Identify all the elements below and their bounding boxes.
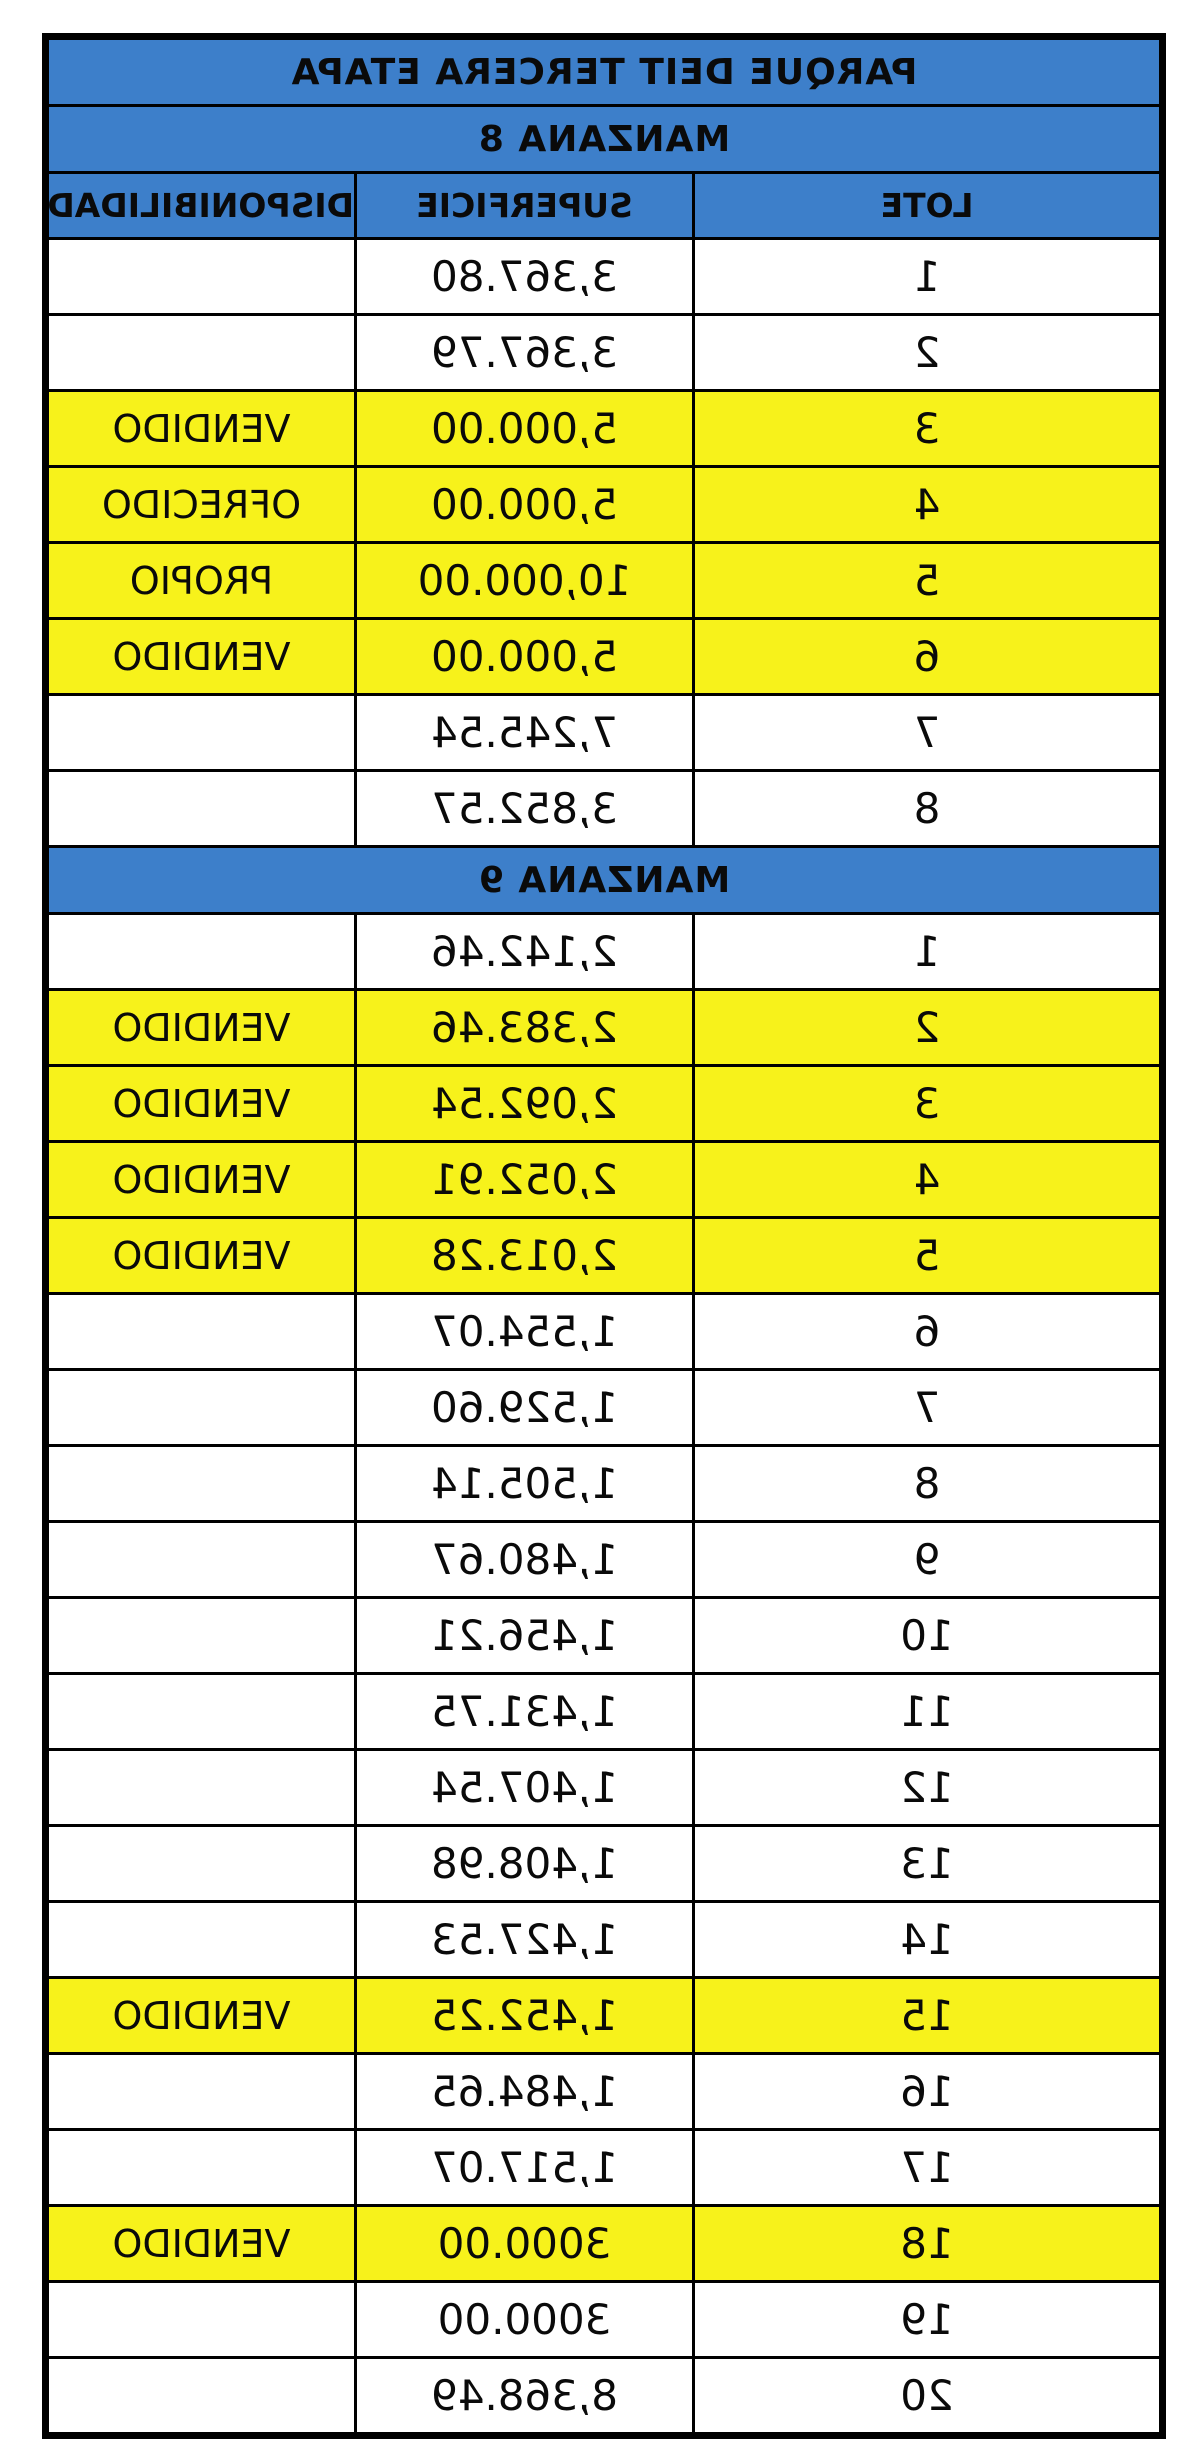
surface-cell: 1,554.07 [356, 1294, 694, 1370]
availability-cell: OFRECIDO [48, 467, 356, 543]
page-title: PARQUE DEIT TERCERA ETAPA [48, 39, 1161, 106]
lot-number-cell: 20 [694, 2358, 1161, 2434]
availability-cell: VENDIDO [48, 1066, 356, 1142]
availability-cell [48, 1294, 356, 1370]
availability-cell [48, 1522, 356, 1598]
lot-number-cell: 7 [694, 695, 1161, 771]
column-header-lote: LOTE [694, 173, 1161, 239]
table-row [48, 990, 1161, 1066]
availability-cell [48, 1446, 356, 1522]
table-row [48, 1902, 1161, 1978]
lot-number-cell: 12 [694, 1750, 1161, 1826]
table-row [48, 391, 1161, 467]
lot-number-cell: 2 [694, 990, 1161, 1066]
lot-number-cell: 8 [694, 1446, 1161, 1522]
availability-cell [48, 1370, 356, 1446]
lot-number-cell: 3 [694, 1066, 1161, 1142]
availability-cell [48, 2358, 356, 2434]
table-row [48, 2130, 1161, 2206]
table-row [48, 1826, 1161, 1902]
availability-cell: PROPIO [48, 543, 356, 619]
section-header-row [48, 847, 1161, 914]
table-row [48, 2054, 1161, 2130]
lot-number-cell: 1 [694, 239, 1161, 315]
table-row [48, 467, 1161, 543]
lot-number-cell: 1 [694, 914, 1161, 990]
availability-cell [48, 771, 356, 847]
column-header-superficie: SUPERFICIE [356, 173, 694, 239]
surface-cell: 1,431.75 [356, 1674, 694, 1750]
surface-cell: 8,368.49 [356, 2358, 694, 2434]
lot-number-cell: 3 [694, 391, 1161, 467]
lot-number-cell: 13 [694, 1826, 1161, 1902]
surface-cell: 5,000.00 [356, 467, 694, 543]
availability-cell: VENDIDO [48, 1142, 356, 1218]
availability-cell [48, 914, 356, 990]
table-row [48, 914, 1161, 990]
availability-cell: VENDIDO [48, 619, 356, 695]
availability-cell [48, 2130, 356, 2206]
availability-cell [48, 1674, 356, 1750]
surface-cell: 3,367.80 [356, 239, 694, 315]
column-header-disponibilidad: DISPONIBILIDAD [48, 173, 356, 239]
surface-cell: 1,505.14 [356, 1446, 694, 1522]
surface-cell: 1,480.67 [356, 1522, 694, 1598]
table-row [48, 2358, 1161, 2434]
section-title: MANZANA 8 [48, 106, 1161, 173]
lot-availability-sheet [42, 33, 1166, 2439]
table-row [48, 1522, 1161, 1598]
lot-number-cell: 16 [694, 2054, 1161, 2130]
availability-cell [48, 1902, 356, 1978]
lot-number-cell: 7 [694, 1370, 1161, 1446]
lot-number-cell: 8 [694, 771, 1161, 847]
availability-cell: VENDIDO [48, 1978, 356, 2054]
surface-cell: 1,408.98 [356, 1826, 694, 1902]
lot-number-cell: 5 [694, 543, 1161, 619]
lot-number-cell: 4 [694, 467, 1161, 543]
lot-number-cell: 14 [694, 1902, 1161, 1978]
availability-cell: VENDIDO [48, 990, 356, 1066]
table-row [48, 2206, 1161, 2282]
availability-cell: VENDIDO [48, 1218, 356, 1294]
table-row [48, 543, 1161, 619]
surface-cell: 1,517.07 [356, 2130, 694, 2206]
surface-cell: 2,383.46 [356, 990, 694, 1066]
lot-number-cell: 17 [694, 2130, 1161, 2206]
availability-cell [48, 1826, 356, 1902]
table-row [48, 771, 1161, 847]
table-row [48, 2282, 1161, 2358]
availability-cell [48, 239, 356, 315]
surface-cell: 3,852.57 [356, 771, 694, 847]
table-row [48, 1750, 1161, 1826]
availability-cell [48, 1750, 356, 1826]
surface-cell: 2,142.46 [356, 914, 694, 990]
surface-cell: 1,484.65 [356, 2054, 694, 2130]
lot-number-cell: 2 [694, 315, 1161, 391]
lot-number-cell: 11 [694, 1674, 1161, 1750]
table-row [48, 1370, 1161, 1446]
lot-number-cell: 5 [694, 1218, 1161, 1294]
lot-number-cell: 6 [694, 1294, 1161, 1370]
table-row [48, 619, 1161, 695]
availability-cell [48, 695, 356, 771]
surface-cell: 2,092.54 [356, 1066, 694, 1142]
surface-cell: 2,013.28 [356, 1218, 694, 1294]
lot-number-cell: 6 [694, 619, 1161, 695]
lot-number-cell: 10 [694, 1598, 1161, 1674]
table-row [48, 695, 1161, 771]
section-header-row [48, 106, 1161, 173]
table-row [48, 1598, 1161, 1674]
surface-cell: 1,452.25 [356, 1978, 694, 2054]
surface-cell: 3000.00 [356, 2206, 694, 2282]
lot-number-cell: 4 [694, 1142, 1161, 1218]
table-row [48, 315, 1161, 391]
surface-cell: 1,529.60 [356, 1370, 694, 1446]
table-row [48, 1978, 1161, 2054]
table-row [48, 1446, 1161, 1522]
table-row [48, 1218, 1161, 1294]
surface-cell: 3000.00 [356, 2282, 694, 2358]
surface-cell: 7,245.54 [356, 695, 694, 771]
surface-cell: 1,456.21 [356, 1598, 694, 1674]
availability-cell [48, 2282, 356, 2358]
table-row [48, 1142, 1161, 1218]
surface-cell: 1,427.53 [356, 1902, 694, 1978]
table-row [48, 239, 1161, 315]
lot-table [46, 37, 1162, 2435]
surface-cell: 10,000.00 [356, 543, 694, 619]
availability-cell: VENDIDO [48, 2206, 356, 2282]
column-header-row [48, 173, 1161, 239]
lot-number-cell: 19 [694, 2282, 1161, 2358]
availability-cell: VENDIDO [48, 391, 356, 467]
availability-cell [48, 2054, 356, 2130]
lot-table-body [48, 39, 1161, 2434]
title-row [48, 39, 1161, 106]
availability-cell [48, 1598, 356, 1674]
lot-number-cell: 15 [694, 1978, 1161, 2054]
lot-number-cell: 18 [694, 2206, 1161, 2282]
surface-cell: 5,000.00 [356, 619, 694, 695]
table-row [48, 1066, 1161, 1142]
lot-number-cell: 9 [694, 1522, 1161, 1598]
table-row [48, 1674, 1161, 1750]
surface-cell: 3,367.79 [356, 315, 694, 391]
availability-cell [48, 315, 356, 391]
table-row [48, 1294, 1161, 1370]
surface-cell: 5,000.00 [356, 391, 694, 467]
surface-cell: 1,407.54 [356, 1750, 694, 1826]
surface-cell: 2,052.91 [356, 1142, 694, 1218]
section-title: MANZANA 9 [48, 847, 1161, 914]
